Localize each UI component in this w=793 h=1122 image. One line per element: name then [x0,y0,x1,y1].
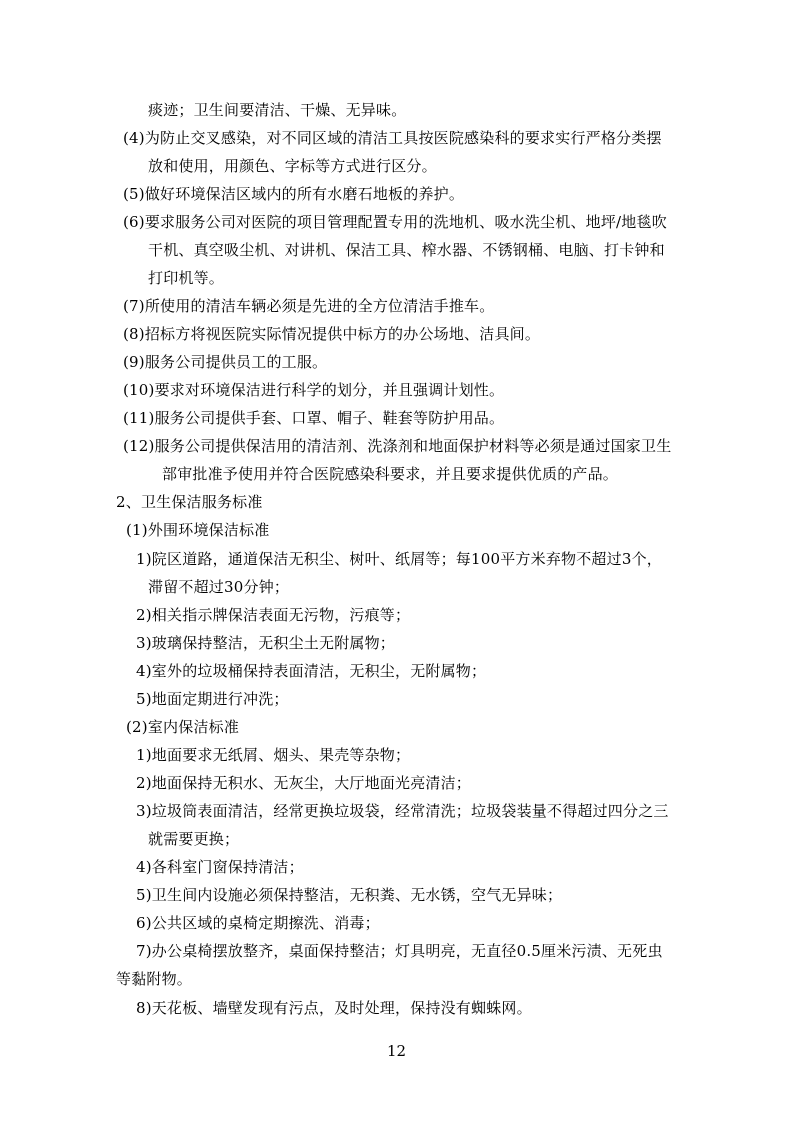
text-line: 干机、真空吸尘机、对讲机、保洁工具、榨水器、不锈钢桶、电脑、打卡钟和 [148,241,665,259]
list-item: 4)室外的垃圾桶保持表面清洁，无积尘，无附属物； [136,662,487,680]
list-item: 6)公共区域的桌椅定期擦洗、消毒； [136,914,380,932]
text-line: 滞留不超过30分钟； [148,578,290,596]
list-item-9: (9)服务公司提供员工的工服。 [123,353,328,371]
text-line: 痰迹；卫生间要清洁、干燥、无异味。 [148,101,407,119]
list-item: 1)院区道路，通道保洁无积尘、树叶、纸屑等；每100平方米弃物不超过3个， [136,550,662,568]
list-item-6: (6)要求服务公司对医院的项目管理配置专用的洗地机、吸水洗尘机、地坪/地毯吹 [123,213,667,231]
list-item-5: (5)做好环境保洁区域内的所有水磨石地板的养护。 [123,185,465,203]
list-item: 2)地面保持无积水、无灰尘，大厅地面光亮清洁； [136,774,471,792]
list-item-7: (7)所使用的清洁车辆必须是先进的全方位清洁手推车。 [123,297,495,315]
list-item: 3)垃圾筒表面清洁，经常更换垃圾袋，经常清洗；垃圾袋装量不得超过四分之三 [136,802,669,820]
list-item: 5)卫生间内设施必须保持整洁，无积粪、无水锈，空气无异味； [136,886,563,904]
subsection-heading: (2)室内保洁标准 [126,718,240,736]
section-heading: 2、卫生保洁服务标准 [116,493,263,511]
list-item: 5)地面定期进行冲洗； [136,690,289,708]
list-item: 7)办公桌椅摆放整齐，桌面保持整洁；灯具明亮，无直径0.5厘米污渍、无死虫 [136,942,663,960]
list-item: 8)天花板、墙壁发现有污点，及时处理，保持没有蜘蛛网。 [136,999,532,1017]
text-line: 打印机等。 [148,269,225,287]
list-item-8: (8)招标方将视医院实际情况提供中标方的办公场地、洁具间。 [123,325,541,343]
list-item: 2)相关指示牌保洁表面无污物，污痕等； [136,606,411,624]
list-item-4: (4)为防止交叉感染，对不同区域的清洁工具按医院感染科的要求实行严格分类摆 [123,129,662,147]
text-line: 就需要更换； [148,830,240,848]
list-item-10: (10)要求对环境保洁进行科学的划分，并且强调计划性。 [123,381,505,399]
text-line: 放和使用，用颜色、字标等方式进行区分。 [148,157,437,175]
list-item-12: (12)服务公司提供保洁用的清洁剂、洗涤剂和地面保护材料等必须是通过国家卫生 [123,437,672,455]
list-item: 1)地面要求无纸屑、烟头、果壳等杂物； [136,746,411,764]
list-item-11: (11)服务公司提供手套、口罩、帽子、鞋套等防护用品。 [123,409,505,427]
text-line: 部审批准予使用并符合医院感染科要求，并且要求提供优质的产品。 [162,465,619,483]
subsection-heading: (1)外围环境保洁标准 [126,521,270,539]
list-item: 3)玻璃保持整洁，无积尘土无附属物； [136,634,395,652]
page-number: 12 [386,1042,407,1060]
list-item: 4)各科室门窗保持清洁； [136,858,304,876]
text-line: 等黏附物。 [116,970,193,988]
